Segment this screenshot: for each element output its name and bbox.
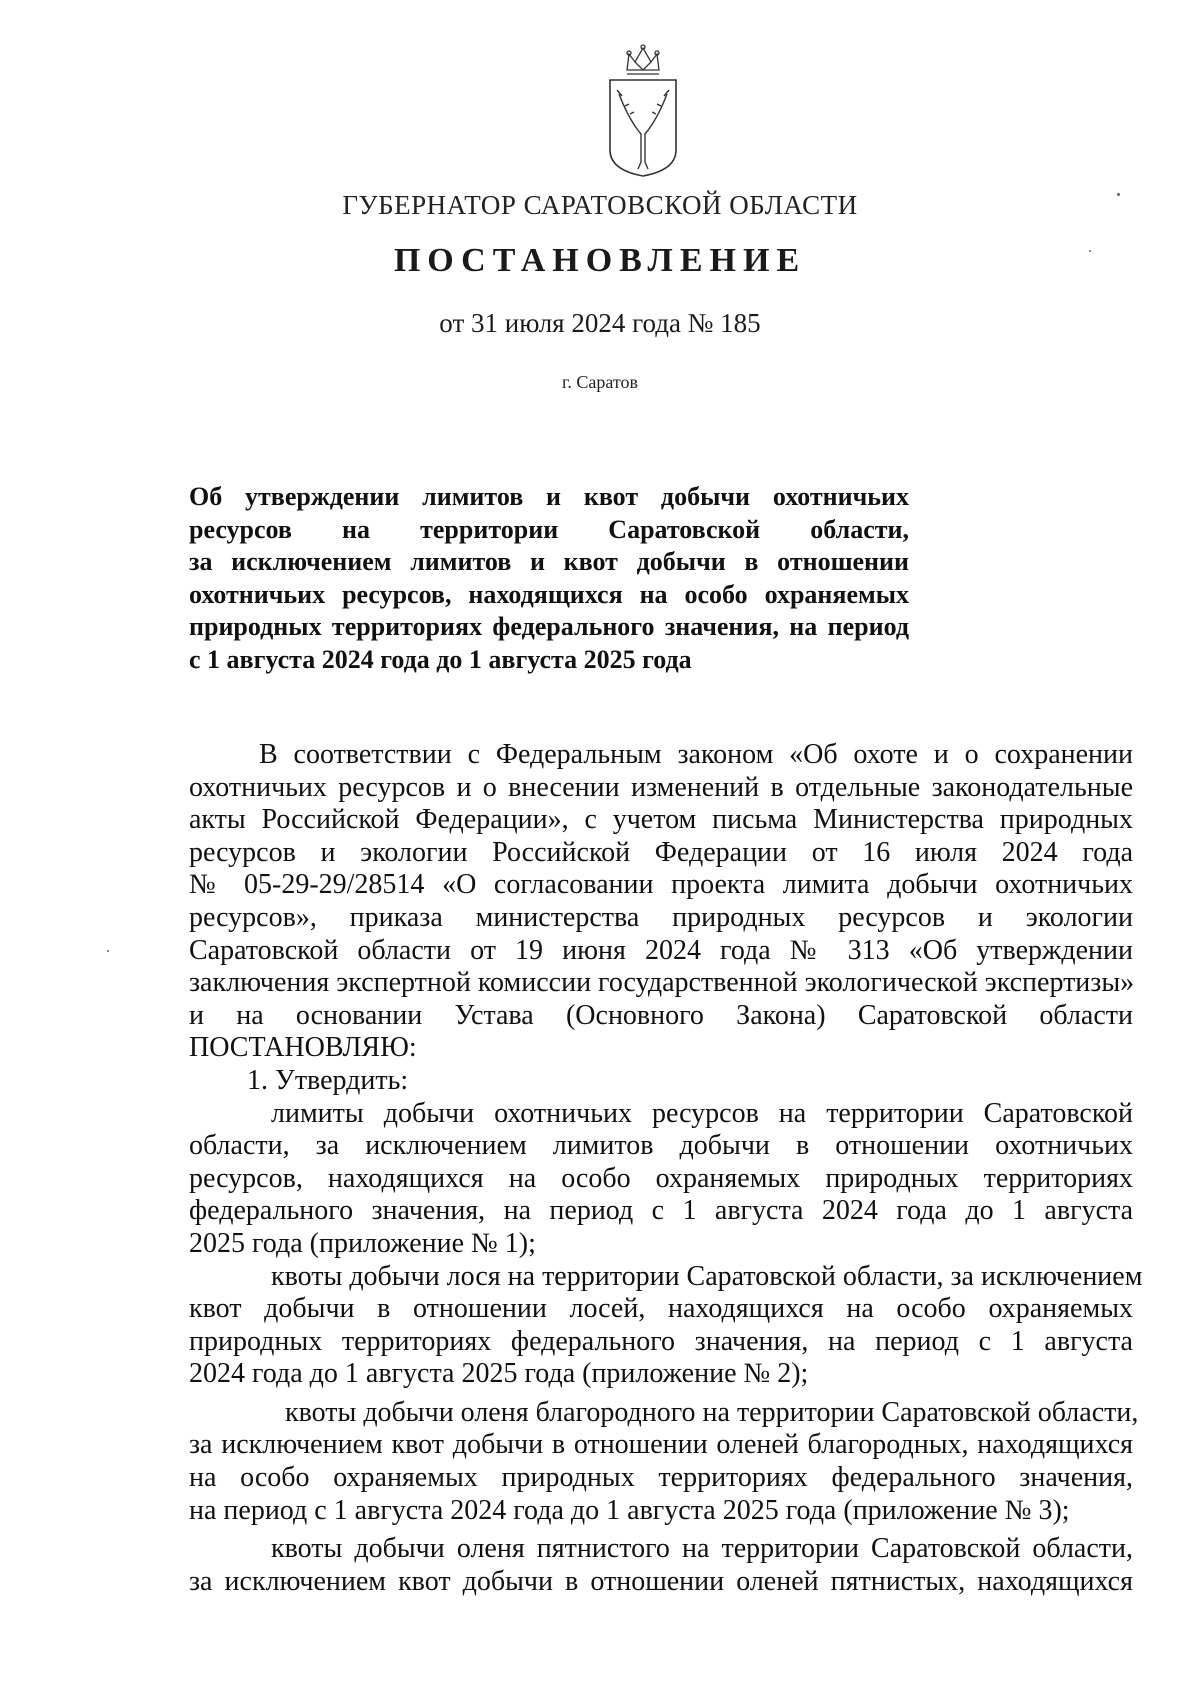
body-line: заключения экспертной комиссии государственной экологической экспертизы»	[189, 967, 1135, 999]
title-line: природных территориях федерального значения, на период	[189, 612, 909, 641]
body-line: за исключением квот добычи в отношении оленей благородных, находящихся	[189, 1429, 1133, 1461]
body-line: квоты добычи оленя благородного на территории Саратовской области,	[285, 1396, 1139, 1428]
body-line: ресурсов и экологии Российской Федерации от 16 июля 2024 года	[189, 836, 1133, 868]
title-line: охотничьих ресурсов, находящихся на особо охраняемых	[189, 579, 909, 609]
body-line: лимиты добычи охотничьих ресурсов на территории Саратовской	[271, 1097, 1133, 1129]
title-line: за исключением лимитов и квот добычи в отношении	[189, 547, 909, 576]
title-line: ресурсов на территории Саратовской области,	[189, 514, 909, 544]
issuer-heading: ГУБЕРНАТОР САРАТОВСКОЙ ОБЛАСТИ	[342, 190, 858, 220]
body-line: квот добычи в отношении лосей, находящихся на особо охраняемых	[189, 1293, 1133, 1325]
body-line: области, за исключением лимитов добычи в отношении охотничьих	[189, 1130, 1133, 1162]
body-line: на особо охраняемых природных территориях федерального значения,	[189, 1462, 1133, 1494]
body-line: 2024 года до 1 августа 2025 года (приложение № 2);	[189, 1358, 809, 1390]
body-line: квоты добычи лося на территории Саратовской области, за исключением	[271, 1260, 1143, 1292]
body-line: федерального значения, на период с 1 августа 2024 года до 1 августа	[189, 1195, 1133, 1227]
body-line: Саратовской области от 19 июня 2024 года № 313 «Об утверждении	[189, 934, 1133, 966]
title-line: Об утверждении лимитов и квот добычи охотничьих	[189, 482, 909, 511]
body-line: природных территориях федерального значения, на период с 1 августа	[189, 1325, 1133, 1357]
body-line: квоты добычи оленя пятнистого на территории Саратовской области,	[271, 1533, 1133, 1565]
body-line: ресурсов, находящихся на особо охраняемых природных территориях	[189, 1162, 1133, 1194]
coat-of-arms-icon	[605, 42, 681, 178]
body-line: и на основании Устава (Основного Закона) Саратовской области	[189, 999, 1133, 1031]
body-line: акты Российской Федерации», с учетом письма Министерства природных	[189, 804, 1133, 836]
document-city: г. Саратов	[562, 372, 638, 392]
document-type: ПОСТАНОВЛЕНИЕ	[393, 242, 807, 279]
body-line: охотничьих ресурсов и о внесении изменений в отдельные законодательные	[189, 771, 1133, 803]
decree-word: ПОСТАНОВЛЯЮ:	[189, 1032, 417, 1064]
body-line: № 05-29-29/28514 «О согласовании проекта лимита добычи охотничьих	[189, 869, 1133, 901]
document-date-number: от 31 июля 2024 года № 185	[439, 308, 761, 338]
body-line: 2025 года (приложение № 1);	[189, 1227, 536, 1259]
document-body	[189, 739, 1143, 1598]
body-line: ресурсов», приказа министерства природных ресурсов и экологии	[189, 901, 1133, 933]
clause-heading: 1. Утвердить:	[247, 1064, 409, 1096]
body-line: на период с 1 августа 2024 года до 1 августа 2025 года (приложение № 3);	[189, 1494, 1070, 1526]
body-line: В соответствии с Федеральным законом «Об охоте и о сохранении	[259, 739, 1133, 770]
body-line: за исключением квот добычи в отношении оленей пятнистых, находящихся	[189, 1565, 1133, 1597]
title-line: с 1 августа 2024 года до 1 августа 2025 года	[189, 644, 692, 674]
document-title	[189, 481, 909, 676]
